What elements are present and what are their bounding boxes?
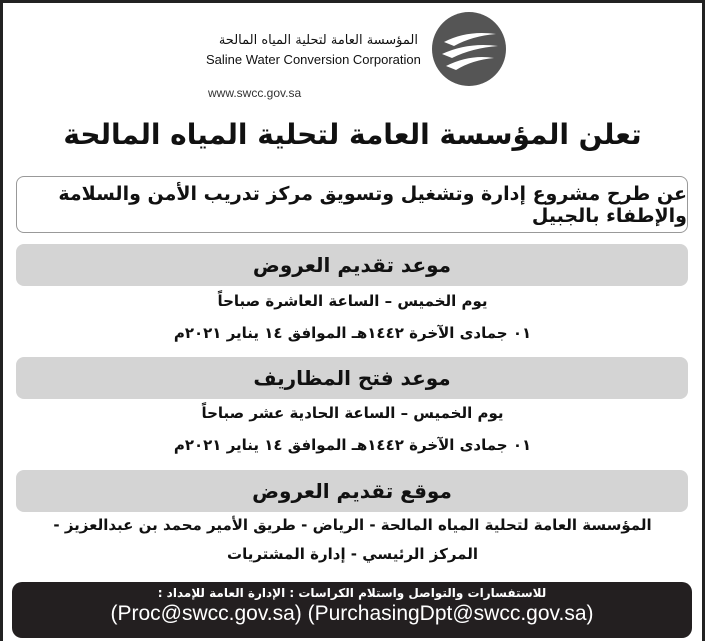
submission-date: ٠١ جمادى الآخرة ١٤٤٢هـ الموافق ١٤ يناير ٢٠٢١م bbox=[173, 324, 532, 342]
org-name-english: Saline Water Conversion Corporation bbox=[206, 52, 421, 67]
section-heading-submission-location: موقع تقديم العروض bbox=[16, 470, 688, 512]
contact-label: للاستفسارات والتواصل واستلام الكراسات : الإدارة العامة للإمداد : bbox=[157, 586, 547, 600]
section-heading-submission-date: موعد تقديم العروض bbox=[16, 244, 688, 286]
location-line-1: المؤسسة العامة لتحلية المياه المالحة - الرياض - طريق الأمير محمد بن عبدالعزيز - bbox=[53, 516, 652, 534]
announcement-title: تعلن المؤسسة العامة لتحلية المياه المالحة bbox=[63, 118, 642, 151]
website-link[interactable]: www.swcc.gov.sa bbox=[208, 86, 302, 100]
contact-footer bbox=[12, 582, 692, 638]
contact-emails[interactable]: (Proc@swcc.gov.sa) (PurchasingDpt@swcc.gov.sa) bbox=[110, 602, 594, 625]
opening-date: ٠١ جمادى الآخرة ١٤٤٢هـ الموافق ١٤ يناير ٢٠٢١م bbox=[173, 436, 532, 454]
swcc-logo-icon bbox=[432, 12, 506, 86]
section-heading-opening-date: موعد فتح المظاريف bbox=[16, 357, 688, 399]
submission-day: يوم الخميس – الساعة العاشرة صباحاً bbox=[217, 292, 488, 310]
location-line-2: المركز الرئيسي - إدارة المشتريات bbox=[227, 545, 478, 563]
project-subtitle: عن طرح مشروع إدارة وتشغيل وتسويق مركز تدريب الأمن والسلامة والإطفاء بالجبيل bbox=[16, 176, 688, 233]
org-name-arabic: المؤسسة العامة لتحلية المياه المالحة bbox=[218, 33, 418, 48]
opening-day: يوم الخميس – الساعة الحادية عشر صباحاً bbox=[201, 404, 504, 422]
